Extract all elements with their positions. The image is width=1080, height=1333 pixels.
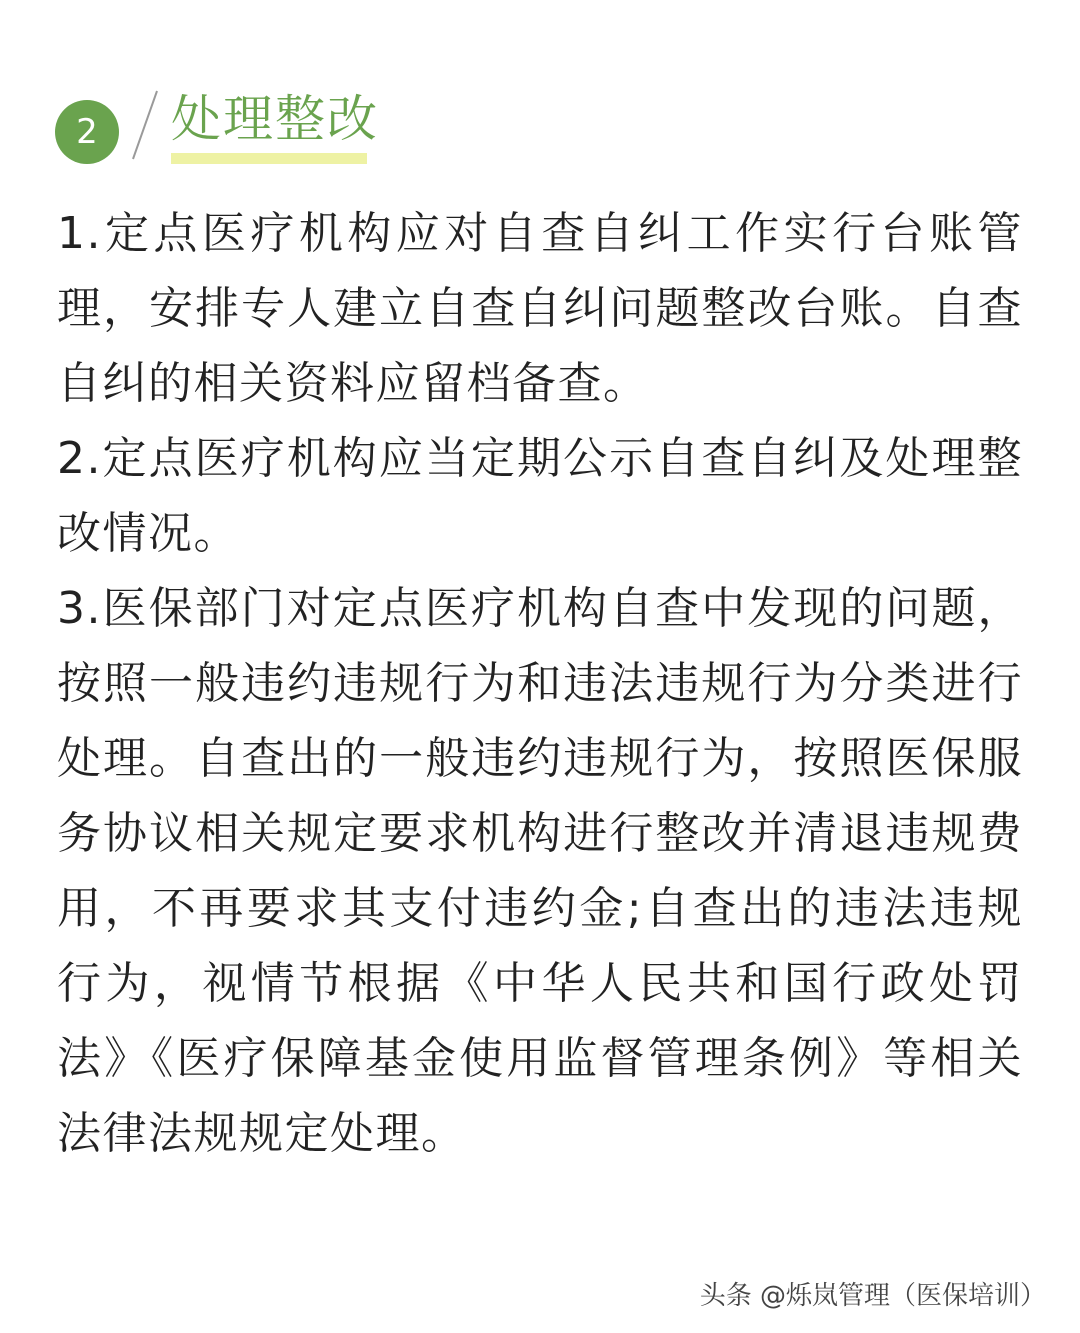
slash-divider-icon: [125, 87, 165, 163]
paragraph-3: 3.医保部门对定点医疗机构自查中发现的问题，按照一般违约违规行为和违法违规行为分类进行处理。自查出的一般违约违规行为，按照医保服务协议相关规定要求机构进行整改并清退违规费用，不再要求其支付违约金;自查出的违法违规行为，视情节根据《中华人民共和国行政处罚法》《医疗保障基金使用监督管理条例》等相关法律法规规定处理。: [57, 583, 1023, 1159]
paragraph-1: 1.定点医疗机构应对自查自纠工作实行台账管理，安排专人建立自查自纠问题整改台账。自查自纠的相关资料应留档备查。: [57, 208, 1023, 409]
section-title: 处理整改: [171, 90, 379, 148]
source-credit: 头条 @烁岚管理（医保培训）: [699, 1281, 1046, 1311]
paragraph-2: 2.定点医疗机构应当定期公示自查自纠及处理整改情况。: [57, 433, 1023, 559]
section-header: [55, 85, 395, 175]
title-underline: [171, 153, 367, 164]
body-text: [57, 196, 1023, 1171]
section-number-badge: 2: [55, 100, 119, 164]
